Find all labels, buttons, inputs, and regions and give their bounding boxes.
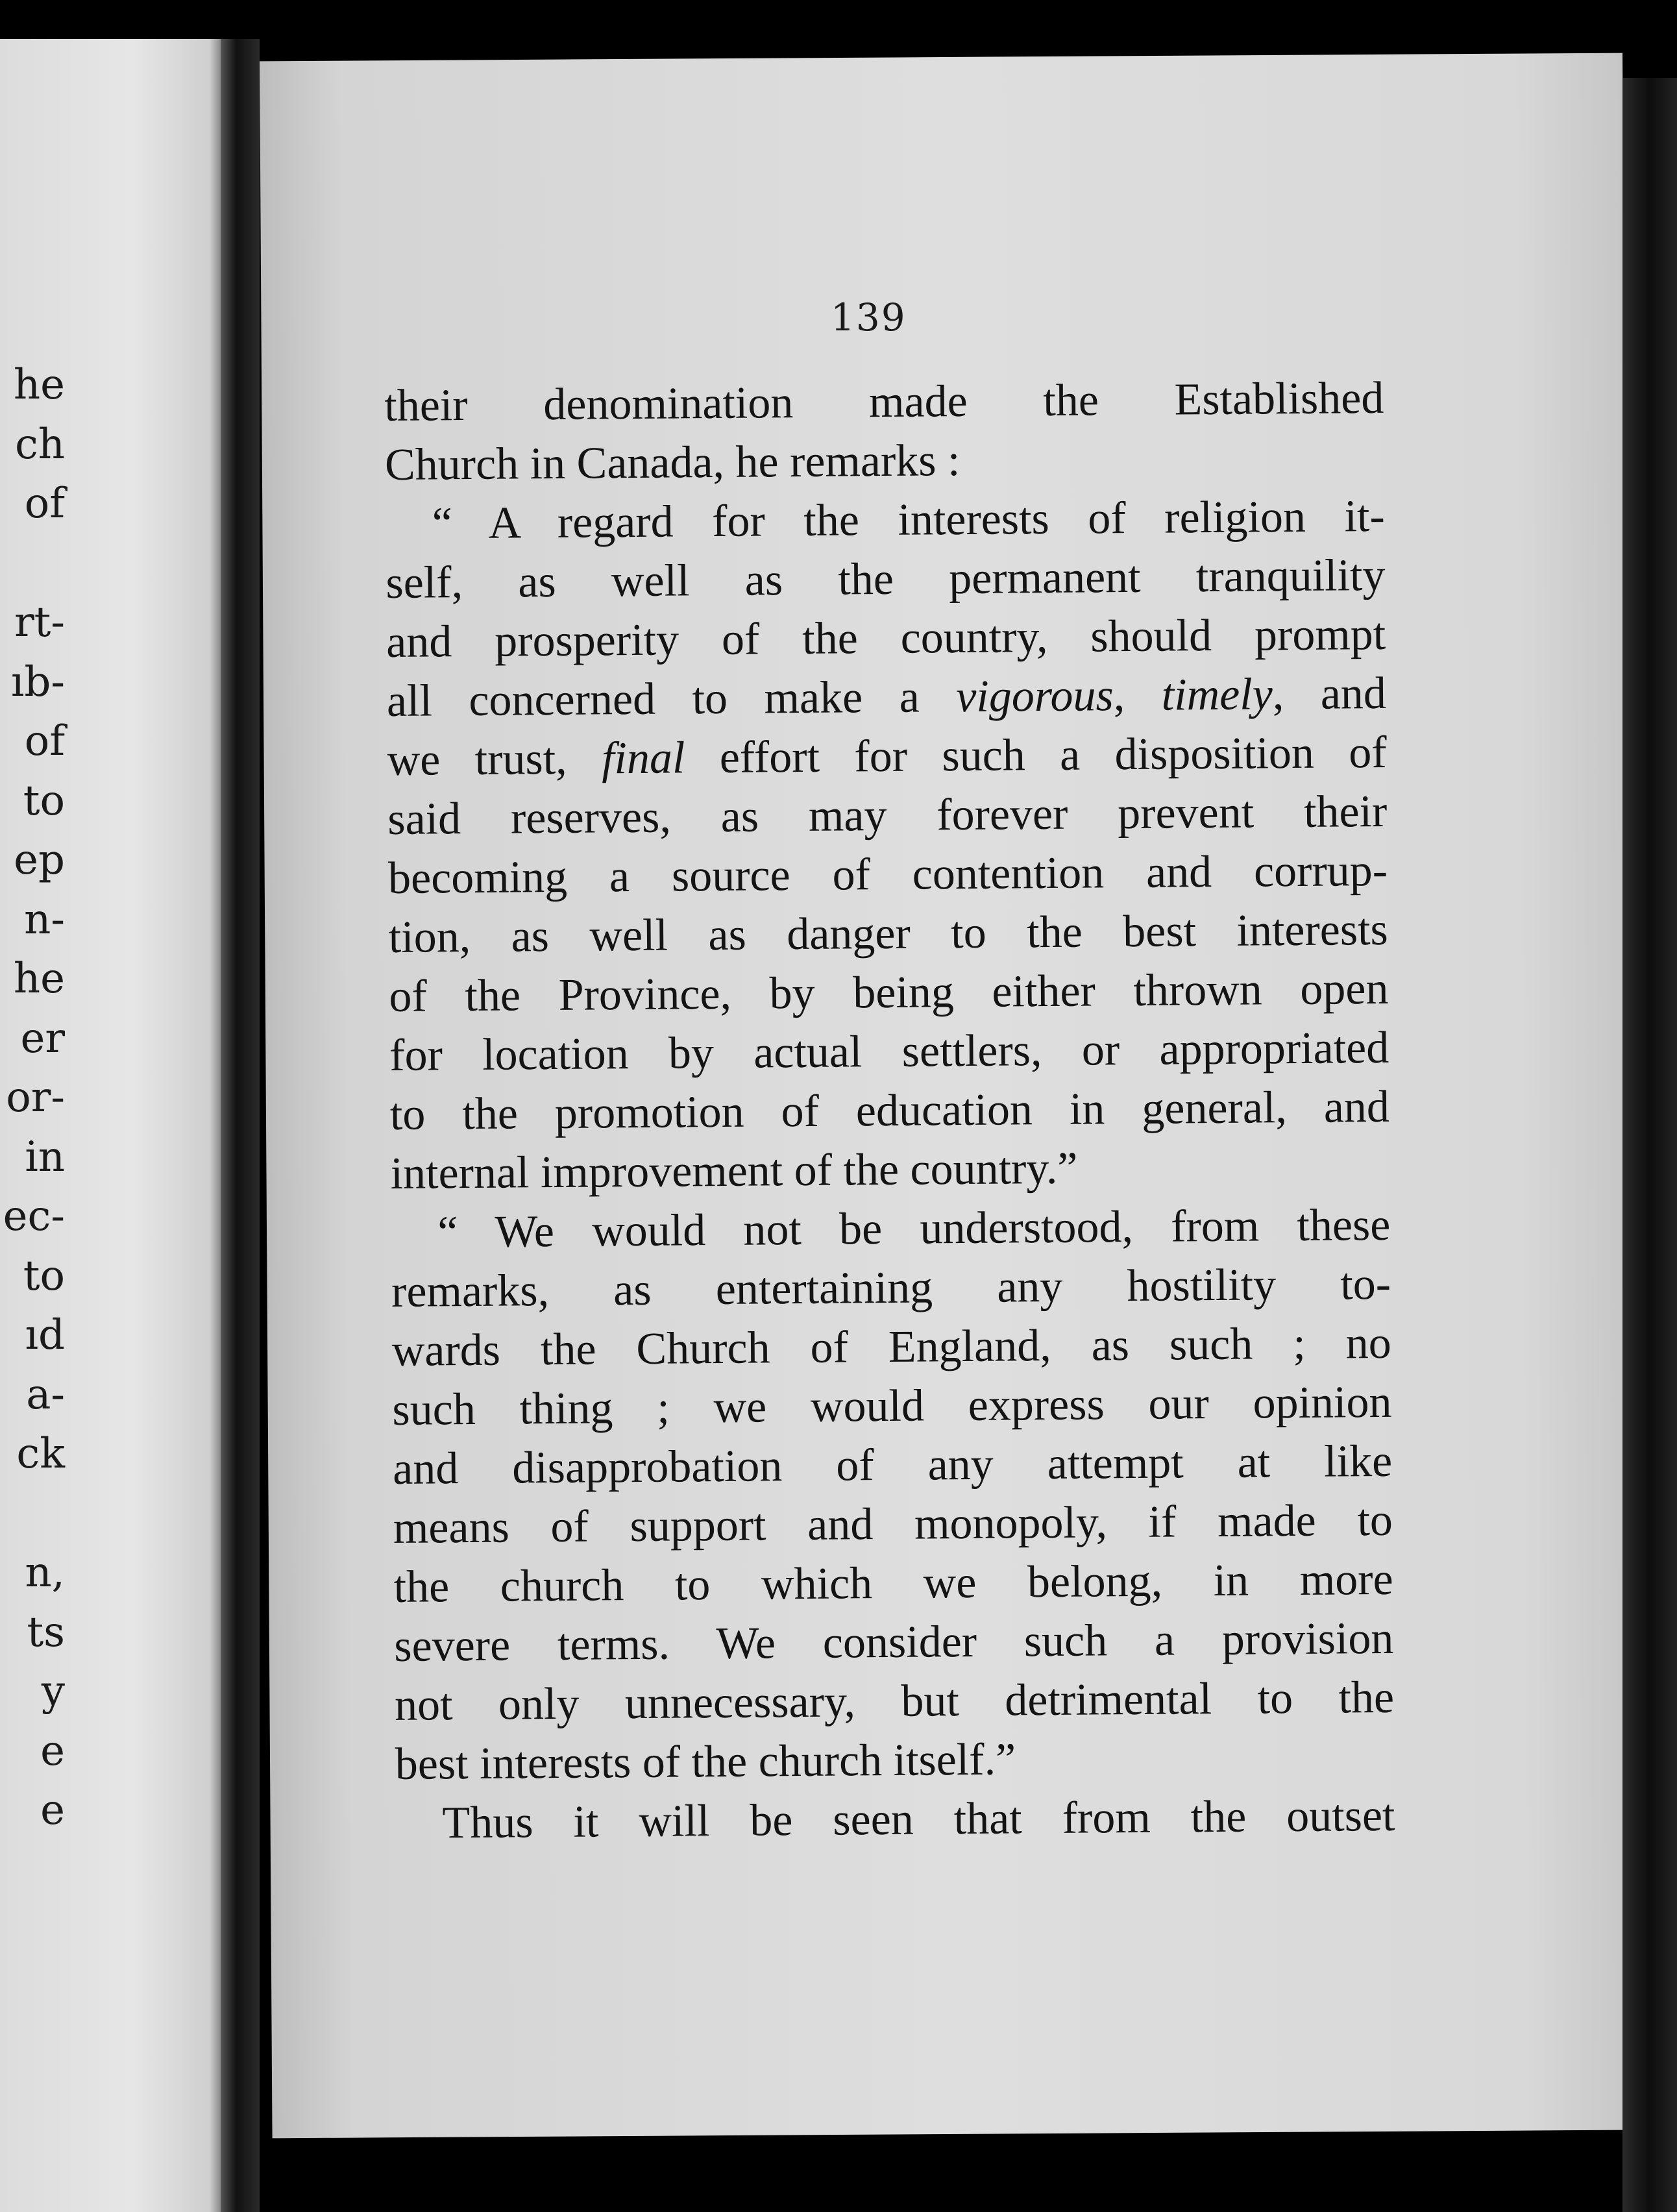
text-line: said reserves, as may forever prevent their — [387, 786, 1388, 844]
page-edge-shadow — [1622, 78, 1677, 2212]
text-line: not only unnecessary, but detrimental to the — [394, 1672, 1395, 1730]
text-line — [387, 664, 1387, 731]
previous-page-line-fragment: ıd — [25, 1311, 65, 1359]
previous-page-line-fragment: ıb- — [10, 657, 65, 706]
previous-page-line-fragment: he — [13, 955, 65, 1003]
previous-page-line-fragment: ch — [14, 420, 65, 469]
text-line: such thing ; we would express our opinion — [392, 1377, 1392, 1435]
text-line: and disapprobation of any attempt at like — [392, 1436, 1393, 1494]
text-line: Church in Canada, he remarks : — [384, 436, 961, 490]
text-line: becoming a source of contention and corrup- — [387, 845, 1388, 903]
previous-page-line-fragment: or- — [6, 1074, 65, 1122]
text-span: all concerned to make a — [386, 672, 957, 726]
previous-page-line-fragment — [0, 534, 65, 594]
previous-page-line-fragment: he — [13, 361, 65, 409]
text-line: “ We would not be understood, from these — [437, 1199, 1391, 1258]
previous-page-line-fragment: rt- — [14, 598, 65, 646]
previous-page-line-fragment: to — [23, 1251, 65, 1300]
previous-page-line-fragment: of — [24, 480, 65, 528]
previous-page-line-fragment: n, — [25, 1549, 65, 1597]
page-number: 139 — [831, 295, 907, 339]
text-line: “ A regard for the interests of religion it- — [432, 491, 1386, 549]
book-gutter — [221, 39, 260, 2212]
text-line: and prosperity of the country, should prompt — [386, 609, 1386, 667]
previous-page-line-fragment: ec- — [3, 1192, 65, 1240]
previous-page-text-fragments — [0, 356, 65, 1841]
page-body-text — [384, 369, 1395, 1853]
previous-page-line-fragment: er — [20, 1014, 65, 1063]
text-line: to the promotion of education in general, and — [389, 1081, 1390, 1140]
text-line: remarks, as entertaining any hostility to- — [391, 1259, 1391, 1317]
text-span: , — [1113, 670, 1162, 721]
text-line: wards the Church of England, as such ; no — [391, 1318, 1392, 1376]
text-line — [387, 723, 1387, 790]
previous-page-line-fragment: ep — [14, 836, 65, 884]
italic-phrase: final — [601, 733, 685, 784]
text-line: means of support and monopoly, if made to — [393, 1495, 1393, 1553]
previous-page-line-fragment: y — [41, 1667, 65, 1715]
text-line: severe terms. We consider such a provision — [394, 1613, 1394, 1671]
text-line: the church to which we belong, in more — [393, 1554, 1393, 1612]
text-line: best interests of the church itself.” — [395, 1734, 1016, 1789]
italic-phrase: timely — [1161, 669, 1273, 720]
previous-page-line-fragment — [0, 1484, 65, 1544]
text-span: effort for such a disposition of — [685, 727, 1387, 783]
previous-page-line-fragment: to — [23, 776, 65, 825]
italic-phrase: vigorous — [955, 670, 1114, 722]
text-line: their denomination made the Established — [384, 373, 1384, 431]
previous-page-line-fragment: n- — [24, 895, 65, 944]
previous-page-line-fragment: of — [24, 717, 65, 765]
previous-page-line-fragment: ts — [27, 1608, 65, 1656]
text-line: tion, as well as danger to the best interests — [388, 904, 1389, 963]
previous-page-line-fragment: ck — [16, 1430, 65, 1478]
text-span: we trust, — [387, 733, 602, 785]
text-line: internal improvement of the country.” — [390, 1143, 1078, 1199]
text-line: Thus it will be seen that from the outset — [442, 1790, 1395, 1849]
previous-page-line-fragment: e — [40, 1727, 65, 1775]
text-span: , and — [1272, 668, 1387, 720]
previous-page-line-fragment: a- — [26, 1370, 65, 1419]
previous-page-line-fragment: in — [25, 1133, 65, 1181]
text-line: self, as well as the permanent tranquility — [386, 550, 1386, 608]
previous-page-line-fragment: e — [40, 1786, 65, 1834]
text-line: of the Province, by being either thrown open — [389, 963, 1389, 1022]
text-line: for location by actual settlers, or appropriated — [389, 1022, 1389, 1081]
